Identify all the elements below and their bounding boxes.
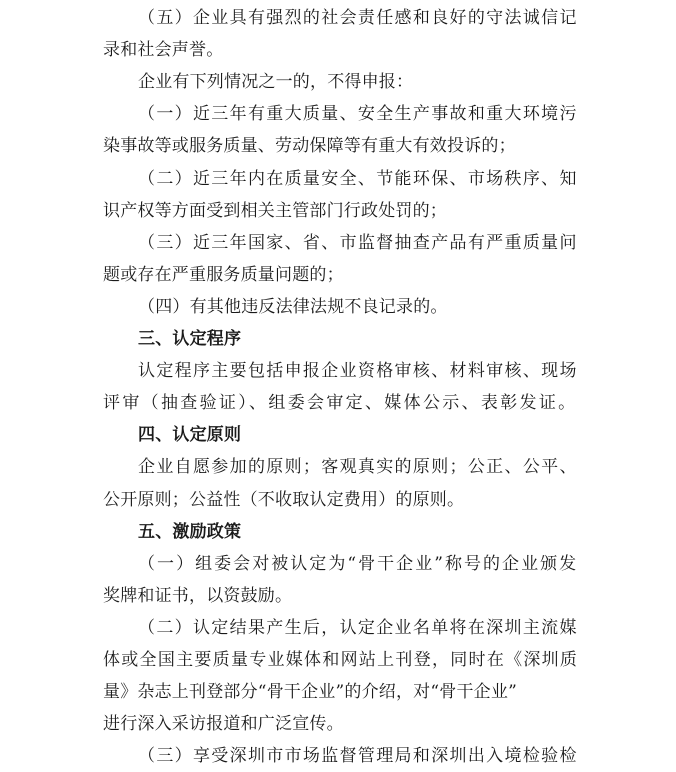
text-line: 进行深入采访报道和广泛宣传。	[103, 714, 344, 735]
text-line: （二）近三年内在质量安全、节能环保、市场秩序、知	[138, 168, 578, 189]
text-line: 题或存在严重服务质量问题的；	[103, 264, 344, 285]
text-line: 奖牌和证书，以资鼓励。	[103, 585, 293, 606]
text-line: 染事故等或服务质量、劳动保障等有重大有效投诉的；	[103, 136, 516, 157]
text-line: （五）企业具有强烈的社会责任感和良好的守法诚信记	[138, 8, 578, 28]
text-line: （三）享受深圳市市场监督管理局和深圳出入境检验检	[138, 746, 578, 767]
text-line: 评审（抽查验证）、组委会审定、媒体公示、表彰发证。	[103, 393, 578, 414]
section-heading: 五、激励政策	[138, 521, 242, 542]
text-line: 企业自愿参加的原则；客观真实的原则；公正、公平、	[138, 457, 578, 478]
text-line: 量》杂志上刊登部分“骨干企业”的介绍，对“骨干企业”	[103, 682, 517, 703]
section-heading: 四、认定原则	[138, 425, 242, 446]
text-line: （三）近三年国家、省、市监督抽查产品有严重质量问	[138, 232, 578, 253]
text-line: （四）有其他违反法律法规不良记录的。	[138, 296, 448, 317]
text-line: （二）认定结果产生后，认定企业名单将在深圳主流媒	[138, 617, 578, 638]
text-line: 体或全国主要质量专业媒体和网站上刊登，同时在《深圳质	[103, 650, 579, 670]
text-line: 认定程序主要包括申报企业资格审核、材料审核、现场	[138, 361, 578, 382]
section-heading: 三、认定程序	[138, 329, 242, 349]
text-line: （一）近三年有重大质量、安全生产事故和重大环境污	[138, 104, 578, 125]
text-line: 识产权等方面受到相关主管部门行政处罚的；	[103, 200, 447, 221]
text-line: 企业有下列情况之一的，不得申报：	[138, 72, 414, 93]
text-line: 录和社会声誉。	[103, 40, 224, 61]
text-line: （一）组委会对被认定为“骨干企业”称号的企业颁发	[138, 553, 579, 574]
text-line: 公开原则；公益性（不收取认定费用）的原则。	[103, 489, 465, 510]
